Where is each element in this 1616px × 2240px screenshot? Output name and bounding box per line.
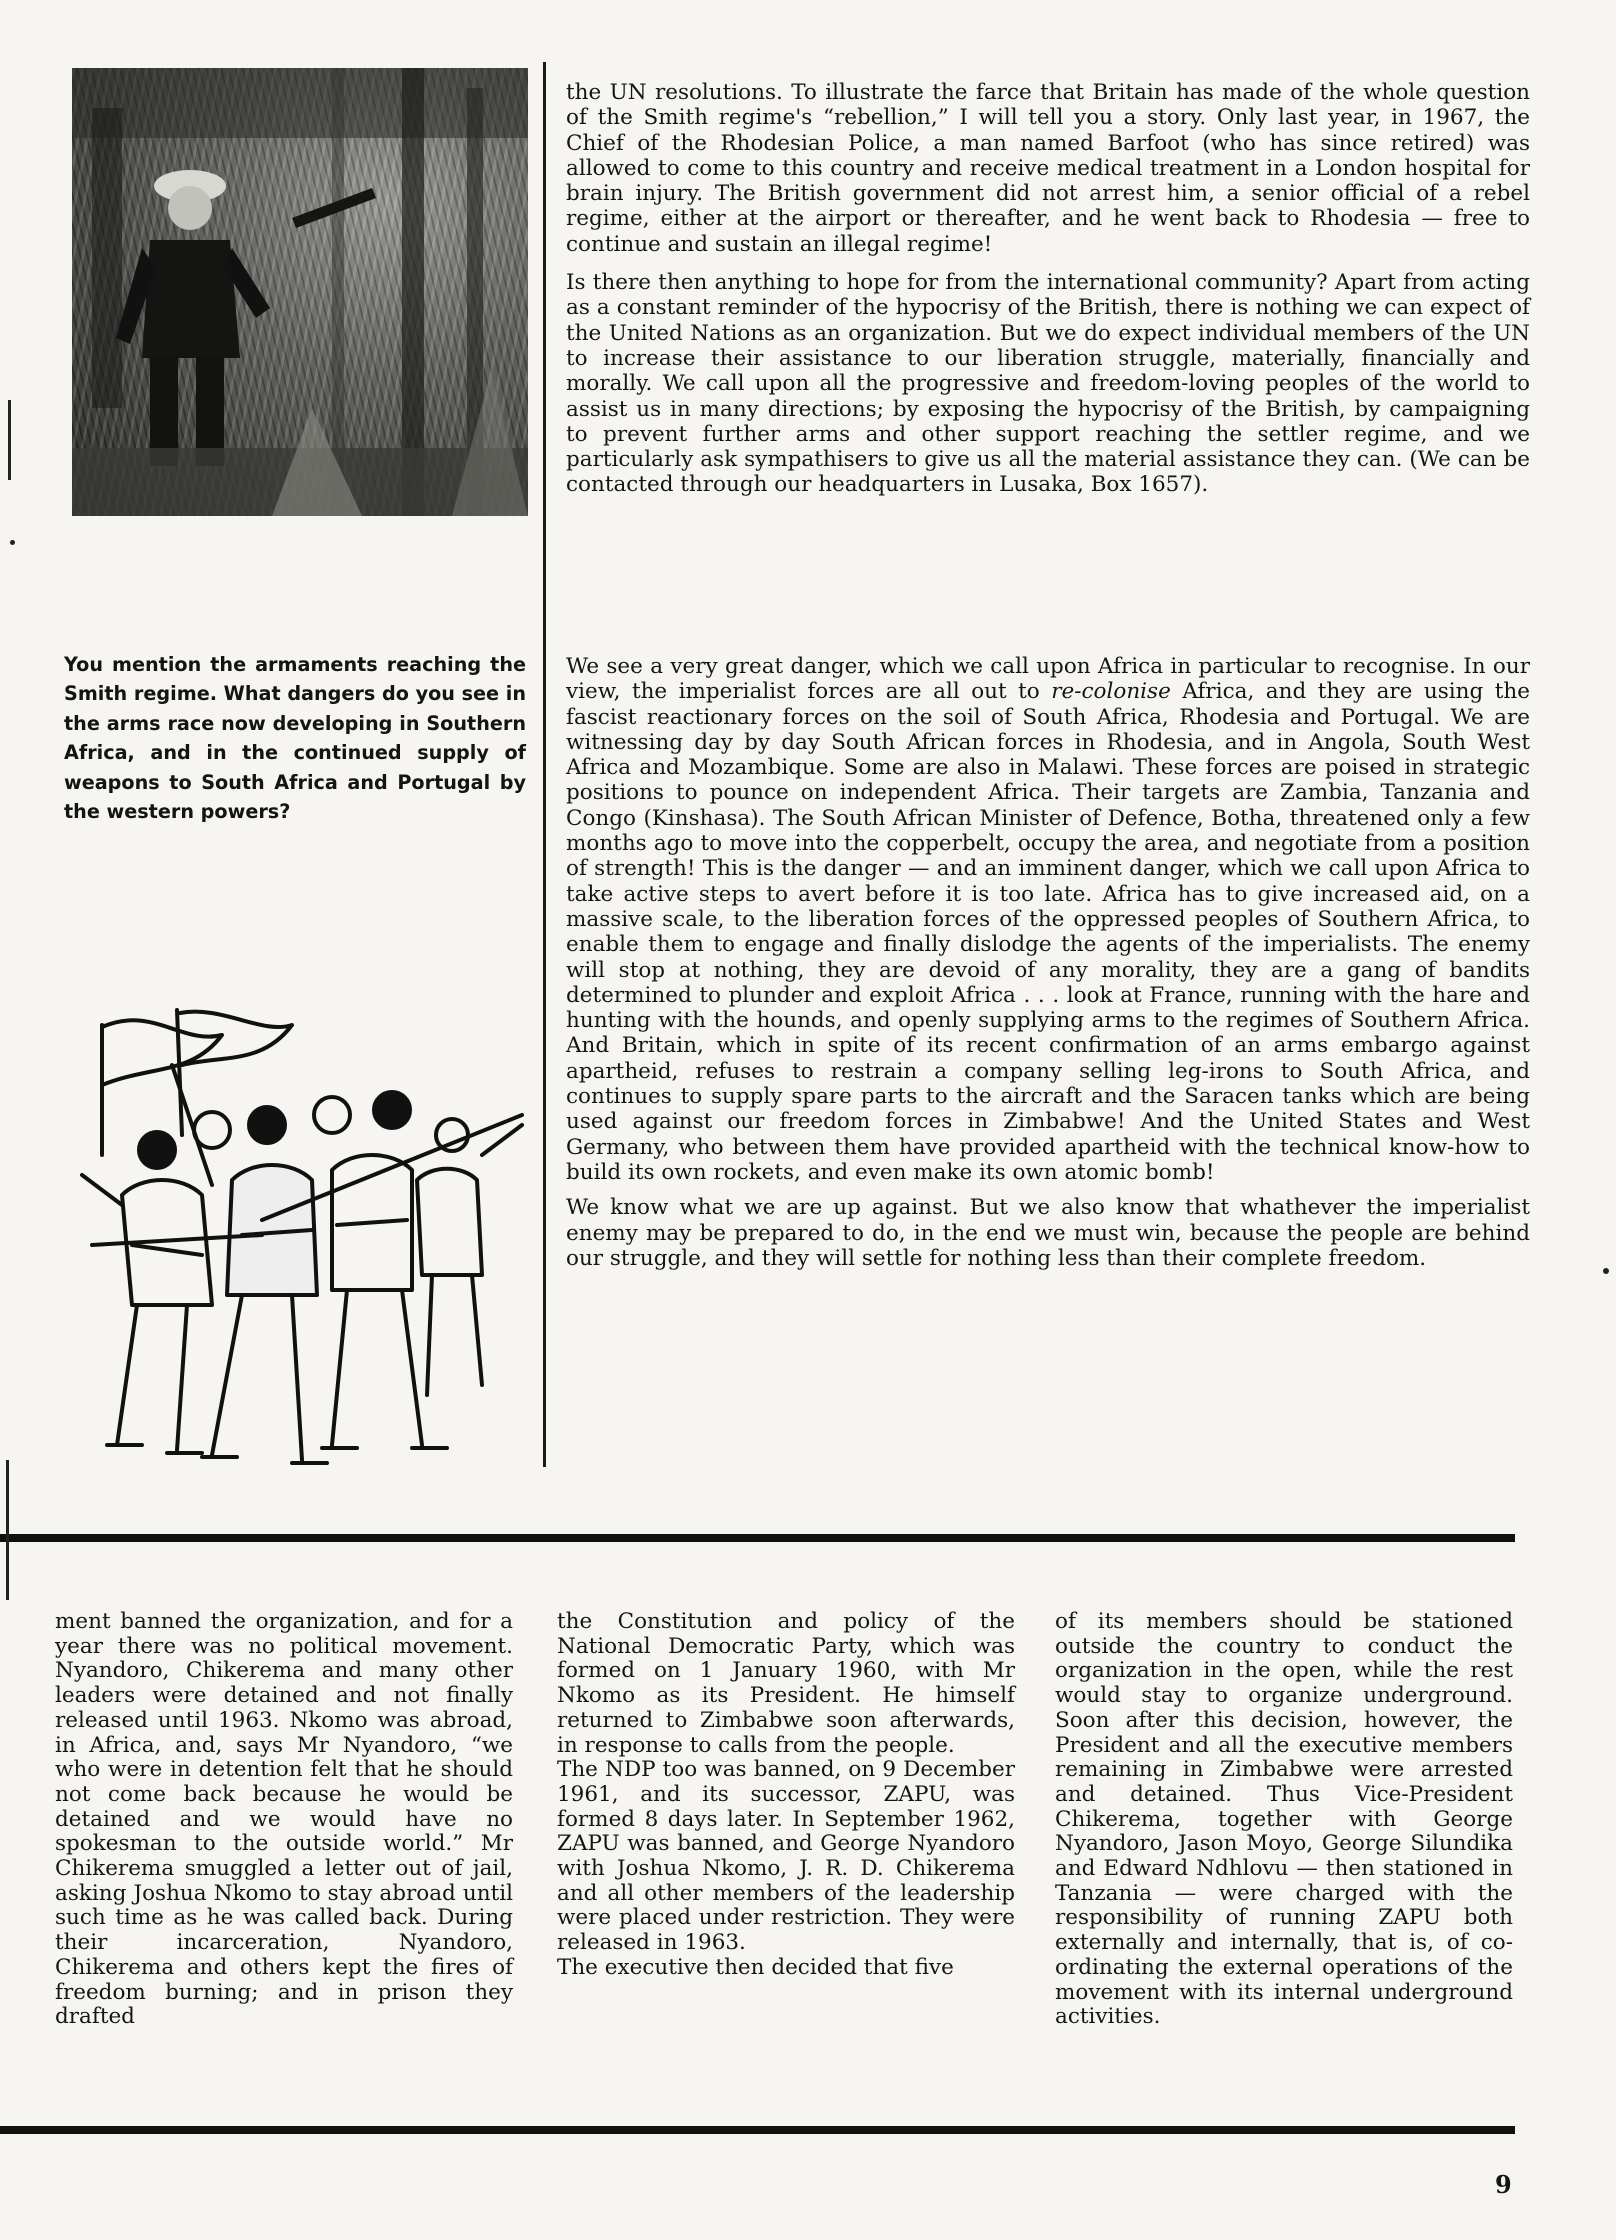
column-divider — [543, 62, 546, 1467]
answer-continuation — [566, 80, 1530, 511]
paragraph: The executive then decided that five — [557, 1954, 954, 1980]
interview-question: You mention the armaments reaching the Smith regime. What dangers do you see in the arms race now developing in Southern Africa, and in the continued supply of weapons to South Africa and Portugal by the western powers? — [64, 653, 526, 824]
scan-margin-mark — [8, 400, 11, 480]
scan-margin-mark — [6, 1460, 9, 1600]
section-divider — [0, 1534, 1515, 1542]
article-column-1 — [55, 1610, 513, 2030]
paragraph: We see a very great danger, which we call upon Africa in particular to recognise. In our view, the imperialist forces are all out to re-colonise Africa, and they are using the fascist reactionary forces on the soil of South Africa, Rhodesia and Portugal. We are witnessing day by day South African forces in Rhodesia, and in Angola, South West Africa and Mozambique. Some are also in Malawi. These forces are poised in strategic positions to pounce on independent Africa. Their targets are Zambia, Tanzania and Congo (Kinshasa). The South African Minister of Defence, Botha, threatened only a few months ago to move into the copperbelt, occupy the area, and negotiate from a position of strength! This is the danger — and an imminent danger, which we call upon Africa to take active steps to avert before it is too late. Africa has to give increased aid, on a massive scale, to the liberation forces of the oppressed peoples of Southern Africa, to enable them to engage and finally dislodge the agents of the imperialists. The enemy will stop at nothing, they are devoid of any morality, they are a gang of bandits determined to plunder and exploit Africa . . . look at France, running with the hare and hunting with the hounds, and openly supplying arms to the regimes of Southern Africa. And Britain, which in spite of its recent confirmation of an arms embargo against apartheid, refuses to restrain a company selling leg-irons to South Africa, and continues to supply spare parts to the aircraft and the Saracen tanks which are being used against our freedom forces in Zimbabwe! And the United States and West Germany, who between them have provided apartheid with the technical know-how to build its own rockets, and even make its own atomic bomb! — [566, 654, 1530, 1185]
article-column-2 — [557, 1610, 1015, 1981]
answer-text — [566, 654, 1530, 1284]
article-column-3 — [1055, 1610, 1513, 2030]
freedom-fighters-illustration — [62, 1005, 527, 1475]
paragraph: Is there then anything to hope for from the international community? Apart from acting as a constant reminder of the hypocrisy of the British, there is nothing we can expect of the United Nations as an organization. But we do expect individual members of the UN to increase their assistance to our liberation struggle, materially, financially and morally. We call upon all the progressive and freedom-loving peoples of the world to assist us in many directions; by exposing the hypocrisy of the British, by campaigning to prevent further arms and other support reaching the settler regime, and we particularly ask sympathisers to give us all the material assistance they can. (We can be contacted through our headquarters in Lusaka, Box 1657). — [566, 270, 1530, 498]
paragraph: The NDP too was banned, on 9 December 1961, and its successor, ZAPU, was formed 8 days later. In September 1962, ZAPU was banned, and George Nyandoro with Joshua Nkomo, J. R. D. Chikerema and all other members of the leadership were placed under restriction. They were released in 1963. — [557, 1757, 1015, 1956]
paragraph: the UN resolutions. To illustrate the farce that Britain has made of the whole question of the Smith regime's “rebellion,” I will tell you a story. Only last year, in 1967, the Chief of the Rhodesian Police, a man named Barfoot (who has since retired) was allowed to come to this country and receive medical treatment in a London hospital for brain injury. The British government did not arrest him, a senior official of a rebel regime, either at the airport or thereafter, and he went back to Rhodesia — free to continue and sustain an illegal regime! — [566, 80, 1530, 257]
paragraph: the Constitution and policy of the National Democratic Party, which was formed on 1 January 1960, with Mr Nkomo as its President. He himself returned to Zimbabwe soon afterwards, in response to calls from the people. — [557, 1609, 1015, 1758]
page-number: 9 — [1495, 2170, 1512, 2199]
guerrilla-photo — [72, 68, 528, 516]
footer-divider — [0, 2126, 1515, 2134]
paragraph: of its members should be stationed outside the country to conduct the organization in the open, while the rest would stay to organize underground. Soon after this decision, however, the President and all the executive members remaining in Zimbabwe were arrested and detained. Thus Vice-President Chikerema, together with George Nyandoro, Jason Moyo, George Silundika and Edward Ndhlovu — then stationed in Tanzania — were charged with the responsibility of running ZAPU both externally and internally, that is, of co-ordinating the external operations of the movement with its internal underground activities. — [1055, 1609, 1513, 2030]
scan-dot — [1603, 1268, 1609, 1274]
scan-dot — [10, 540, 15, 545]
paragraph: ment banned the organization, and for a year there was no political movement. Nyandoro, Chikerema and many other leaders were detained and not finally released until 1963. Nkomo was abroad, in Africa, and, says Mr Nyandoro, “we who were in detention felt that he should not come back because he would be detained and we would have no spokesman to the outside world.” Mr Chikerema smuggled a letter out of jail, asking Joshua Nkomo to stay abroad until such time as he was called back. During their incarceration, Nyandoro, Chikerema and others kept the fires of freedom burning; and in prison they drafted — [55, 1609, 513, 2030]
paragraph: We know what we are up against. But we also know that whathever the imperialist enemy may be prepared to do, in the end we must win, because the people are behind our struggle, and they will settle for nothing less than their complete freedom. — [566, 1195, 1530, 1271]
emphasis: re-colonise — [1051, 679, 1171, 705]
